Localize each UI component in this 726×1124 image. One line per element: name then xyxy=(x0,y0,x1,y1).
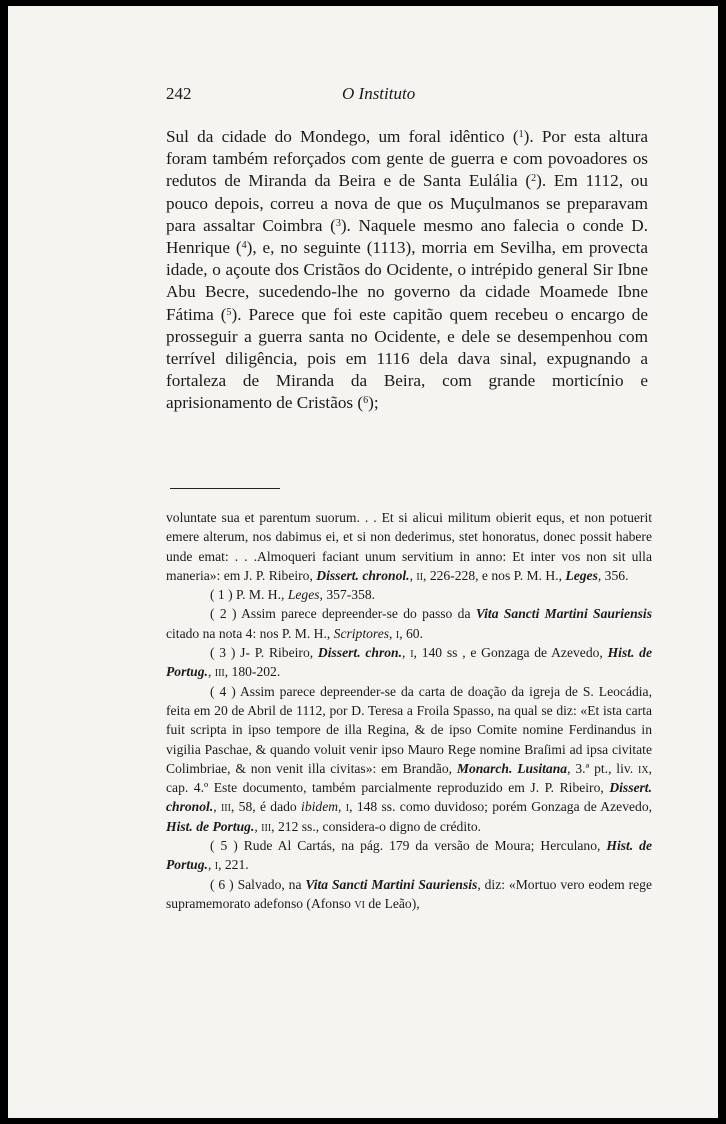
main-text xyxy=(166,126,648,415)
footnote-2: ( 2 ) Assim parece depreender-se do passo da Vita Sancti Martini Sauriensis citado na nota 4: nos P. M. H., Scriptores, i, 60. xyxy=(166,606,652,641)
text-run: ); xyxy=(368,393,379,413)
book-page xyxy=(8,6,718,1118)
note-reference: 5 xyxy=(226,306,232,318)
footnote-3: ( 3 ) J- P. Ribeiro, Dissert. chron., i, 140 ss , e Gonzaga de Azevedo, Hist. de Portug., iii, 180-202. xyxy=(166,645,653,680)
note-reference: 1 xyxy=(518,129,524,140)
footnote-6: ( 6 ) Salvado, na Vita Sancti Martini Sauriensis, diz: «Mortuo vero eodem rege supramemorato adefonso (Afonso vi de Leão), xyxy=(166,876,652,911)
note-reference: 6 xyxy=(363,395,369,407)
note-reference: 2 xyxy=(531,173,537,185)
footnote-continuation: voluntate sua et parentum suorum. . . Et si alicui militum obierit equs, et non potuerit emere alterum, nos dabimus ei, et si non dederimus, stet honoratus, donec possit habere unde emat: . . .Almoqueri faciant unum servitium in anno: Et inter vos non sit ulla maneria»: em J. P. Ribeiro, Dissert. chronol., ii, 226-228, e nos P. M. H., Leges, 356. xyxy=(166,510,652,583)
text-run: ). Em 1112, ou pouco depois, correu a nova de que os Muçulmanos se preparavam para assaltar Coimbra ( xyxy=(166,171,648,235)
footnotes xyxy=(166,508,652,913)
text-run: ), e, no seguinte (1113), morria em Sevilha, em provecta idade, o açoute dos Cristãos do Ocidente, o intrépido general Sir Ibne Abu Becre, sucedendo-lhe no governo da cidade Moamede Ibne Fátima ( xyxy=(166,238,648,324)
footnote-separator xyxy=(170,488,280,489)
text-run: ). Por esta altura foram também reforçados com gente de guerra e com povoadores os redutos de Miranda da Beira e de Santa Eulália ( xyxy=(166,127,649,191)
text-run: ). Parece que foi este capitão quem recebeu o encargo de prosseguir a guerra santa no Ocidente, e dele se desempenhou com terrível diligência, pois em 1116 dela dava sinal, expugnando a fortaleza de Miranda da Beira, com grande morticínio e aprisionamento de Cristãos ( xyxy=(166,304,649,413)
body-paragraph xyxy=(166,126,648,415)
page-number: 242 xyxy=(166,84,192,103)
footnote-5: ( 5 ) Rude Al Cartás, na pág. 179 da versão de Moura; Herculano, Hist. de Portug., i, 221. xyxy=(166,838,652,873)
running-title: O Instituto xyxy=(342,84,416,103)
note-reference: 4 xyxy=(241,240,247,252)
footnote-4: ( 4 ) Assim parece depreender-se da carta de doação da igreja de S. Leocádia, feita em 20 de Abril de 1112, por D. Teresa a Froila Spasso, na qual se diz: «Et ista carta fuit scripta in ipso tempore de illa Regina, & de ipso Comite nomine Ferdinandus in vigilia Paschae, & quando voluit venir ipso Mauro Rege nomine Braſimi ad ipsa civitate Colimbriae, & non venit illa civitas»: em Brandão, Monarch. Lusitana, 3.ª pt., liv. ix, cap. 4.º Este documento, também parcialmente reproduzido em J. P. Ribeiro, Dissert. chronol., iii, 58, é dado ibidem, i, 148 ss. como duvidoso; porém Gonzaga de Azevedo, Hist. de Portug., iii, 212 ss., considera-o digno de crédito. xyxy=(166,683,653,834)
footnote-1: ( 1 ) P. M. H., Leges, 357-358. xyxy=(210,587,376,603)
text-run: Sul da cidade do Mondego, um foral idêntico ( xyxy=(166,127,519,146)
note-reference: 3 xyxy=(335,217,341,229)
page-header xyxy=(166,80,666,108)
text-run: ). Naquele mesmo ano falecia o conde D. Henrique ( xyxy=(166,215,648,258)
